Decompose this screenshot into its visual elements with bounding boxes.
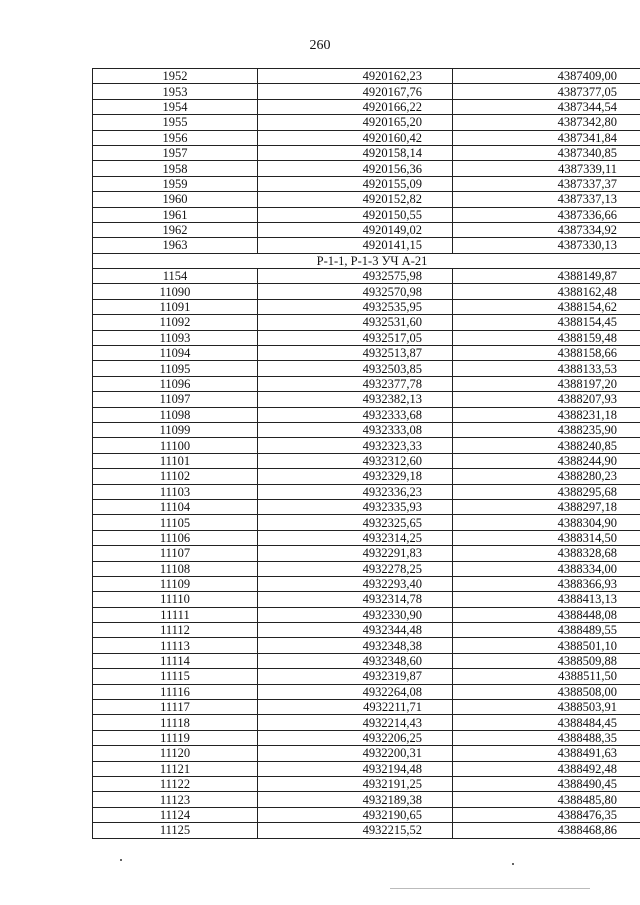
page-number: 260 <box>309 38 331 53</box>
point-number-cell: 11114 <box>93 653 258 668</box>
y-coordinate-cell: 4387340,85 <box>453 145 640 160</box>
x-coordinate-cell: 4920158,14 <box>258 145 453 160</box>
point-number-cell: 1957 <box>93 145 258 160</box>
table-row <box>93 530 640 545</box>
table-row <box>93 392 640 407</box>
point-number-cell: 1955 <box>93 115 258 130</box>
y-coordinate-cell: 4387377,05 <box>453 84 640 99</box>
y-coordinate-cell: 4387334,92 <box>453 222 640 237</box>
y-coordinate-cell: 4388207,93 <box>453 392 640 407</box>
y-coordinate-cell: 4388314,50 <box>453 530 640 545</box>
y-coordinate-cell: 4388133,53 <box>453 361 640 376</box>
point-number-cell: 1961 <box>93 207 258 222</box>
y-coordinate-cell: 4388484,45 <box>453 715 640 730</box>
y-coordinate-cell: 4387342,80 <box>453 115 640 130</box>
y-coordinate-cell: 4388328,68 <box>453 546 640 561</box>
point-number-cell: 1952 <box>93 69 258 84</box>
x-coordinate-cell: 4932377,78 <box>258 376 453 391</box>
x-coordinate-cell: 4932264,08 <box>258 684 453 699</box>
x-coordinate-cell: 4920155,09 <box>258 176 453 191</box>
table-row <box>93 161 640 176</box>
x-coordinate-cell: 4932293,40 <box>258 576 453 591</box>
x-coordinate-cell: 4920156,36 <box>258 161 453 176</box>
table-row <box>93 299 640 314</box>
point-number-cell: 11110 <box>93 592 258 607</box>
x-coordinate-cell: 4932314,78 <box>258 592 453 607</box>
x-coordinate-cell: 4932517,05 <box>258 330 453 345</box>
y-coordinate-cell: 4387330,13 <box>453 238 640 253</box>
scan-speck <box>512 863 514 865</box>
point-number-cell: 11124 <box>93 807 258 822</box>
point-number-cell: 1959 <box>93 176 258 191</box>
y-coordinate-cell: 4388508,00 <box>453 684 640 699</box>
y-coordinate-cell: 4388485,80 <box>453 792 640 807</box>
point-number-cell: 11101 <box>93 453 258 468</box>
y-coordinate-cell: 4388149,87 <box>453 269 640 284</box>
point-number-cell: 11103 <box>93 484 258 499</box>
x-coordinate-cell: 4932575,98 <box>258 269 453 284</box>
point-number-cell: 1960 <box>93 192 258 207</box>
x-coordinate-cell: 4932329,18 <box>258 469 453 484</box>
y-coordinate-cell: 4388304,90 <box>453 515 640 530</box>
y-coordinate-cell: 4387336,66 <box>453 207 640 222</box>
y-coordinate-cell: 4388413,13 <box>453 592 640 607</box>
y-coordinate-cell: 4388197,20 <box>453 376 640 391</box>
y-coordinate-cell: 4388280,23 <box>453 469 640 484</box>
x-coordinate-cell: 4932194,48 <box>258 761 453 776</box>
x-coordinate-cell: 4932214,43 <box>258 715 453 730</box>
x-coordinate-cell: 4920152,82 <box>258 192 453 207</box>
point-number-cell: 11117 <box>93 700 258 715</box>
table-row <box>93 807 640 822</box>
table-row <box>93 561 640 576</box>
point-number-cell: 11106 <box>93 530 258 545</box>
y-coordinate-cell: 4388244,90 <box>453 453 640 468</box>
point-number-cell: 11090 <box>93 284 258 299</box>
x-coordinate-cell: 4932291,83 <box>258 546 453 561</box>
x-coordinate-cell: 4932348,38 <box>258 638 453 653</box>
x-coordinate-cell: 4932325,65 <box>258 515 453 530</box>
point-number-cell: 11093 <box>93 330 258 345</box>
table-row <box>93 700 640 715</box>
y-coordinate-cell: 4388158,66 <box>453 346 640 361</box>
table-row <box>93 623 640 638</box>
table-row <box>93 438 640 453</box>
y-coordinate-cell: 4388503,91 <box>453 700 640 715</box>
x-coordinate-cell: 4932323,33 <box>258 438 453 453</box>
table-row <box>93 207 640 222</box>
point-number-cell: 11097 <box>93 392 258 407</box>
x-coordinate-cell: 4920167,76 <box>258 84 453 99</box>
point-number-cell: 11105 <box>93 515 258 530</box>
x-coordinate-cell: 4932382,13 <box>258 392 453 407</box>
table-row <box>93 284 640 299</box>
x-coordinate-cell: 4920150,55 <box>258 207 453 222</box>
point-number-cell: 11091 <box>93 299 258 314</box>
x-coordinate-cell: 4920141,15 <box>258 238 453 253</box>
y-coordinate-cell: 4387344,54 <box>453 99 640 114</box>
table-row <box>93 576 640 591</box>
x-coordinate-cell: 4920149,02 <box>258 222 453 237</box>
y-coordinate-cell: 4387339,11 <box>453 161 640 176</box>
point-number-cell: 11125 <box>93 823 258 838</box>
point-number-cell: 11094 <box>93 346 258 361</box>
point-number-cell: 11121 <box>93 761 258 776</box>
y-coordinate-cell: 4388511,50 <box>453 669 640 684</box>
table-row <box>93 315 640 330</box>
table-row <box>93 422 640 437</box>
point-number-cell: 1962 <box>93 222 258 237</box>
point-number-cell: 11116 <box>93 684 258 699</box>
x-coordinate-cell: 4932206,25 <box>258 730 453 745</box>
x-coordinate-cell: 4920160,42 <box>258 130 453 145</box>
table-row <box>93 69 640 84</box>
y-coordinate-cell: 4388366,93 <box>453 576 640 591</box>
table-row <box>93 99 640 114</box>
x-coordinate-cell: 4932513,87 <box>258 346 453 361</box>
x-coordinate-cell: 4920166,22 <box>258 99 453 114</box>
point-number-cell: 11102 <box>93 469 258 484</box>
table-row <box>93 361 640 376</box>
table-row <box>93 515 640 530</box>
table-row <box>93 346 640 361</box>
x-coordinate-cell: 4932336,23 <box>258 484 453 499</box>
table-row <box>93 823 640 838</box>
y-coordinate-cell: 4388488,35 <box>453 730 640 745</box>
y-coordinate-cell: 4388231,18 <box>453 407 640 422</box>
table-row <box>93 715 640 730</box>
x-coordinate-cell: 4932319,87 <box>258 669 453 684</box>
point-number-cell: 11104 <box>93 499 258 514</box>
table-row <box>93 330 640 345</box>
x-coordinate-cell: 4932191,25 <box>258 776 453 791</box>
point-number-cell: 11108 <box>93 561 258 576</box>
x-coordinate-cell: 4932312,60 <box>258 453 453 468</box>
y-coordinate-cell: 4388509,88 <box>453 653 640 668</box>
y-coordinate-cell: 4388235,90 <box>453 422 640 437</box>
x-coordinate-cell: 4932344,48 <box>258 623 453 638</box>
y-coordinate-cell: 4387409,00 <box>453 69 640 84</box>
x-coordinate-cell: 4932200,31 <box>258 746 453 761</box>
y-coordinate-cell: 4388297,18 <box>453 499 640 514</box>
table-row <box>93 484 640 499</box>
table-row <box>93 176 640 191</box>
x-coordinate-cell: 4920162,23 <box>258 69 453 84</box>
table-row <box>93 653 640 668</box>
point-number-cell: 1958 <box>93 161 258 176</box>
x-coordinate-cell: 4932215,52 <box>258 823 453 838</box>
x-coordinate-cell: 4932330,90 <box>258 607 453 622</box>
point-number-cell: 11098 <box>93 407 258 422</box>
x-coordinate-cell: 4932278,25 <box>258 561 453 576</box>
point-number-cell: 11115 <box>93 669 258 684</box>
point-number-cell: 11099 <box>93 422 258 437</box>
table-row <box>93 269 640 284</box>
section-title: Р-1-1, Р-1-3 УЧ А-21 <box>93 253 640 268</box>
point-number-cell: 11107 <box>93 546 258 561</box>
point-number-cell: 11122 <box>93 776 258 791</box>
point-number-cell: 11120 <box>93 746 258 761</box>
y-coordinate-cell: 4388159,48 <box>453 330 640 345</box>
y-coordinate-cell: 4387341,84 <box>453 130 640 145</box>
table-row <box>93 746 640 761</box>
section-header-row <box>93 253 640 268</box>
table-row <box>93 684 640 699</box>
x-coordinate-cell: 4932503,85 <box>258 361 453 376</box>
y-coordinate-cell: 4387337,13 <box>453 192 640 207</box>
table-row <box>93 145 640 160</box>
table-row <box>93 115 640 130</box>
table-row <box>93 499 640 514</box>
point-number-cell: 11109 <box>93 576 258 591</box>
x-coordinate-cell: 4932190,65 <box>258 807 453 822</box>
point-number-cell: 1953 <box>93 84 258 99</box>
table-row <box>93 669 640 684</box>
y-coordinate-cell: 4388491,63 <box>453 746 640 761</box>
table-row <box>93 469 640 484</box>
point-number-cell: 11096 <box>93 376 258 391</box>
coordinates-table-lower-body <box>93 269 640 838</box>
x-coordinate-cell: 4932211,71 <box>258 700 453 715</box>
y-coordinate-cell: 4387337,37 <box>453 176 640 191</box>
point-number-cell: 1954 <box>93 99 258 114</box>
point-number-cell: 11095 <box>93 361 258 376</box>
x-coordinate-cell: 4920165,20 <box>258 115 453 130</box>
x-coordinate-cell: 4932348,60 <box>258 653 453 668</box>
section-header-body <box>93 253 640 268</box>
point-number-cell: 11123 <box>93 792 258 807</box>
point-number-cell: 11112 <box>93 623 258 638</box>
table-row <box>93 238 640 253</box>
y-coordinate-cell: 4388154,62 <box>453 299 640 314</box>
point-number-cell: 11092 <box>93 315 258 330</box>
table-row <box>93 130 640 145</box>
y-coordinate-cell: 4388334,00 <box>453 561 640 576</box>
y-coordinate-cell: 4388448,08 <box>453 607 640 622</box>
table-row <box>93 546 640 561</box>
y-coordinate-cell: 4388492,48 <box>453 761 640 776</box>
table-row <box>93 192 640 207</box>
coordinates-table <box>92 68 640 839</box>
x-coordinate-cell: 4932335,93 <box>258 499 453 514</box>
point-number-cell: 11100 <box>93 438 258 453</box>
footer-rule <box>390 888 590 889</box>
table-row <box>93 730 640 745</box>
table-row <box>93 607 640 622</box>
y-coordinate-cell: 4388154,45 <box>453 315 640 330</box>
scan-speck <box>120 859 122 861</box>
point-number-cell: 1154 <box>93 269 258 284</box>
x-coordinate-cell: 4932189,38 <box>258 792 453 807</box>
point-number-cell: 1956 <box>93 130 258 145</box>
y-coordinate-cell: 4388240,85 <box>453 438 640 453</box>
y-coordinate-cell: 4388295,68 <box>453 484 640 499</box>
point-number-cell: 11113 <box>93 638 258 653</box>
table-row <box>93 792 640 807</box>
y-coordinate-cell: 4388162,48 <box>453 284 640 299</box>
x-coordinate-cell: 4932314,25 <box>258 530 453 545</box>
y-coordinate-cell: 4388476,35 <box>453 807 640 822</box>
table-row <box>93 84 640 99</box>
table-row <box>93 453 640 468</box>
point-number-cell: 11111 <box>93 607 258 622</box>
table-row <box>93 761 640 776</box>
table-row <box>93 638 640 653</box>
x-coordinate-cell: 4932535,95 <box>258 299 453 314</box>
y-coordinate-cell: 4388490,45 <box>453 776 640 791</box>
x-coordinate-cell: 4932531,60 <box>258 315 453 330</box>
y-coordinate-cell: 4388489,55 <box>453 623 640 638</box>
y-coordinate-cell: 4388468,86 <box>453 823 640 838</box>
table-row <box>93 376 640 391</box>
table-row <box>93 592 640 607</box>
table-row <box>93 776 640 791</box>
point-number-cell: 1963 <box>93 238 258 253</box>
point-number-cell: 11119 <box>93 730 258 745</box>
x-coordinate-cell: 4932333,08 <box>258 422 453 437</box>
table-row <box>93 407 640 422</box>
coordinates-table-upper-body <box>93 69 640 254</box>
y-coordinate-cell: 4388501,10 <box>453 638 640 653</box>
point-number-cell: 11118 <box>93 715 258 730</box>
x-coordinate-cell: 4932333,68 <box>258 407 453 422</box>
x-coordinate-cell: 4932570,98 <box>258 284 453 299</box>
table-row <box>93 222 640 237</box>
